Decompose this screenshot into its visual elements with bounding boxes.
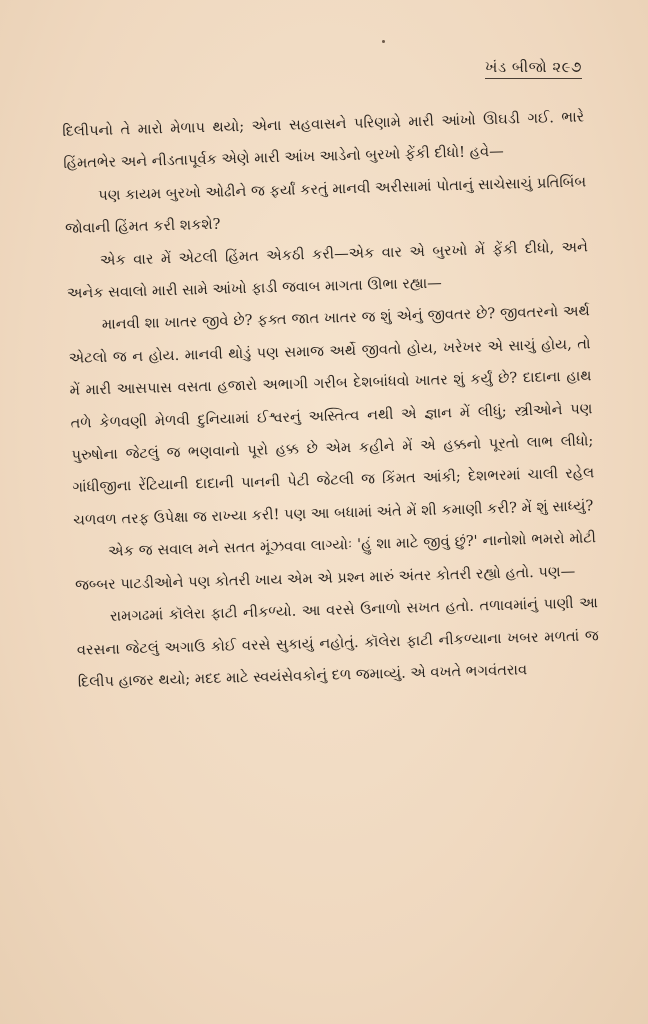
paragraph-1: દિલીપનો તે મારો મેળાપ થયો; એના સહવાસને પરિણામે મારી આંખો ઊઘડી ગઈ. ભારે હિંમતભેર અને નીડતાપૂર્વક એણે મારી આંખ આડેનો બુરખો ફેંકી દીધો! હવે—: [62, 108, 585, 173]
paragraph-6: રામગઢમાં કૉલેરા ફાટી નીકળ્યો. આ વરસે ઉનાળો સખત હતો. તળાવમાંનું પાણી આ વરસના જેટલું અગાઉ કોઈ વરસે સુકાયું નહોતું. કૉલેરા ફાટી નીકળ્યાના ખબર મળતાં જ દિલીપ હાજર થયો; મદદ માટે સ્વયંસેવકોનું દળ જમાવ્યું. એ વખતે ભગવંતરાવ: [76, 594, 599, 691]
body-text: [62, 101, 600, 699]
paragraph-5: એક જ સવાલ મને સતત મૂંઝવવા લાગ્યોઃ 'હું શા માટે જીવું છું?' નાનોશો ભમરો મોટી જબ્બર પાટડીઓને પણ કોતરી ખાય એમ એ પ્રશ્ન મારું અંતર કોતરી રહ્યો હતો. પણ—: [74, 529, 597, 594]
running-head: ખંડ બીજો ૨૯૭: [485, 58, 582, 79]
paragraph-3: એક વાર મેં એટલી હિંમત એકઠી કરી—એક વાર એ બુરખો મેં ફેંકી દીધો, અને અનેક સવાલો મારી સામે આંખો ફાડી જવાબ માગતા ઊભા રહ્યા—: [66, 237, 589, 302]
paragraph-2: પણ કાયમ બુરખો ઓઢીને જ ફર્યાં કરતું માનવી અરીસામાં પોતાનું સાચેસાચું પ્રતિબિંબ જોવાની હિંમત કરી શકશે?: [64, 173, 587, 238]
ink-speck: [382, 40, 385, 43]
paragraph-4: માનવી શા ખાતર જીવે છે? ફક્ત જાત ખાતર જ શું એનું જીવતર છે? જીવતરનો અર્થ એટલો જ ન હોય. માનવી થોડું પણ સમાજ અર્થે જીવતો હોય, ખરેખર એ સાચું હોય, તો મેં મારી આસપાસ વસતા હજારો અભાગી ગરીબ દેશબાંધવો ખાતર શું કર્યું છે? દાદાના હાથ તળે કેળવણી મેળવી દુનિયામાં ઈશ્વરનું અસ્તિત્વ નથી એ જ્ઞાન મેં લીધું; સ્ત્રીઓને પણ પુરુષોના જેટલું જ ભણવાનો પૂરો હક્ક છે એમ કહીને મેં એ હક્કનો પૂરતો લાભ લીધો; ગાંધીજીના રેંટિયાની દાદાની પાનની પેટી જેટલી જ કિંમત આંકી; દેશભરમાં ચાલી રહેલ ચળવળ તરફ ઉપેક્ષા જ રાખ્યા કરી! પણ આ બધામાં અંતે મેં શી કમાણી કરી? મેં શું સાધ્યું?: [68, 302, 595, 529]
